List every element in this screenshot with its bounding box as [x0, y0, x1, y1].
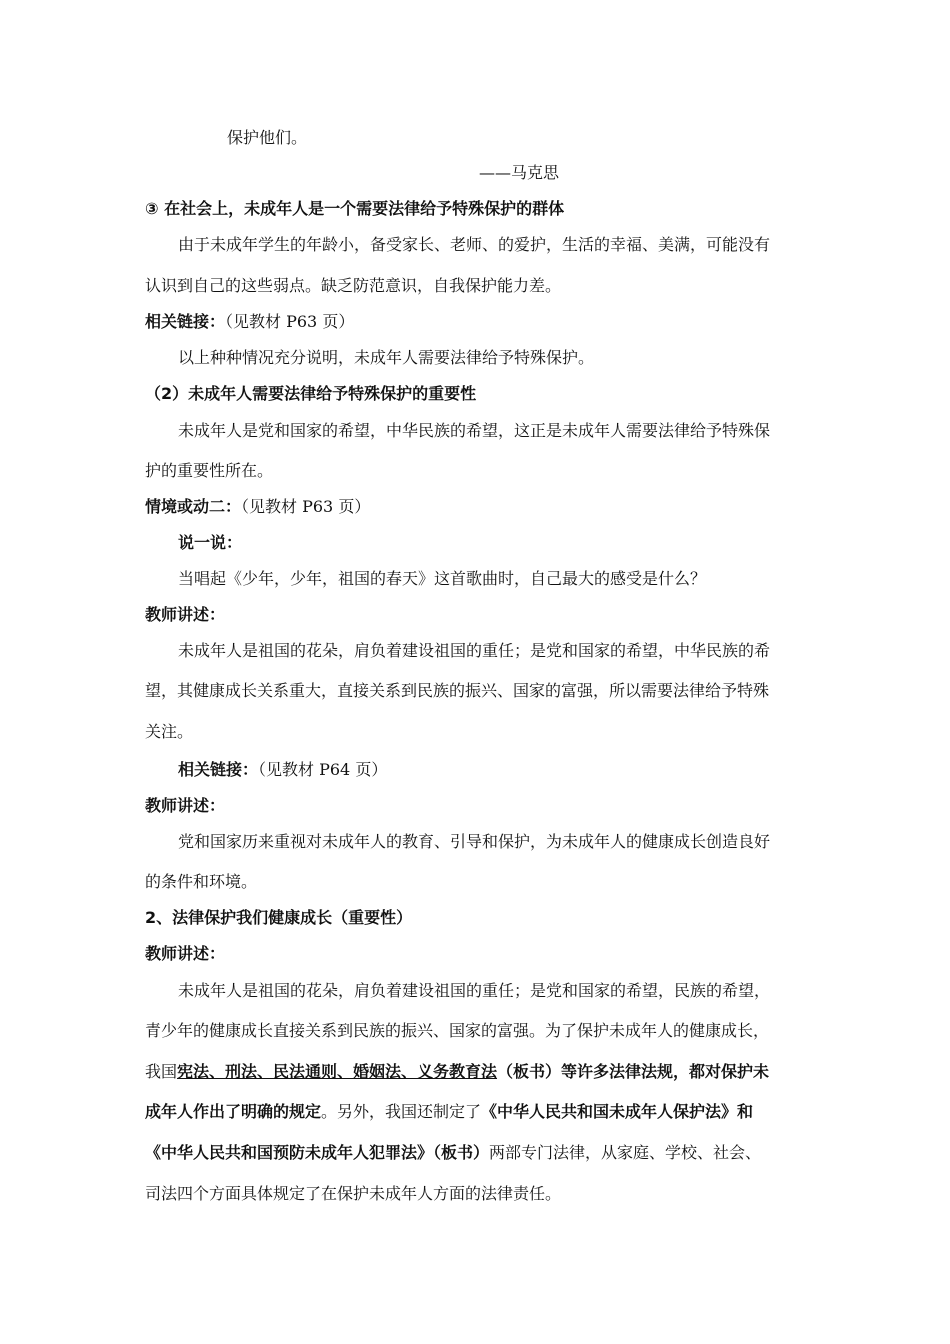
quote-end-line: 保护他们。 [227, 128, 308, 147]
teacher-label: 教师讲述： [145, 796, 226, 815]
related-link-label: 相关链接： [178, 760, 259, 779]
section-heading-2: 2、法律保护我们健康成长（重要性） [145, 908, 413, 927]
text-run: 两部专门法律，从家庭、学校、社会、 [489, 1143, 762, 1162]
paragraph-line: 未成年人是祖国的花朵，肩负着建设祖国的重任；是党和国家的希望，中华民族的希 [178, 641, 771, 660]
laws-list: 宪法、刑法、民法通则、婚姻法、义务教育法 [177, 1062, 498, 1081]
activity-line [145, 497, 370, 517]
paragraph-line: 护的重要性所在。 [145, 461, 274, 480]
related-link-label: 相关链接： [145, 312, 226, 331]
quote-attribution: ——马克思 [479, 163, 560, 182]
paragraph-line: 望，其健康成长关系重大，直接关系到民族的振兴、国家的富强，所以需要法律给予特殊 [145, 681, 770, 700]
section-heading-3: ③ 在社会上，未成年人是一个需要法律给予特殊保护的群体 [145, 199, 565, 218]
paragraph-line: 未成年人是党和国家的希望，中华民族的希望，这正是未成年人需要法律给予特殊保 [178, 421, 771, 440]
activity-label: 情境或动二： [145, 497, 242, 516]
paragraph-line [145, 1143, 761, 1163]
teacher-label: 教师讲述： [145, 605, 226, 624]
related-link-line-1 [145, 312, 354, 332]
related-link-ref: （见教材 P63 页） [225, 312, 355, 331]
paragraph-line: 未成年人是祖国的花朵，肩负着建设祖国的重任；是党和国家的希望，民族的希望， [178, 981, 771, 1000]
related-link-line-2 [178, 760, 387, 780]
text-run: 我国 [145, 1062, 178, 1081]
related-link-ref: （见教材 P64 页） [258, 760, 388, 779]
text-run-bold: 成年人作出了明确的规定 [145, 1102, 322, 1121]
text-run-bold: 《中华人民共和国预防未成年人犯罪法》（板书） [145, 1143, 490, 1162]
paragraph-line: 司法四个方面具体规定了在保护未成年人方面的法律责任。 [145, 1184, 562, 1203]
paragraph-line: 当唱起《少年，少年，祖国的春天》这首歌曲时，自己最大的感受是什么？ [178, 569, 707, 588]
activity-ref: （见教材 P63 页） [241, 497, 371, 516]
subsection-heading-2: （2）未成年人需要法律给予特殊保护的重要性 [145, 384, 477, 403]
paragraph-line-laws [145, 1062, 769, 1082]
text-run-bold: 《中华人民共和国未成年人保护法》和 [481, 1102, 754, 1121]
paragraph-line: 党和国家历来重视对未成年人的教育、引导和保护，为未成年人的健康成长创造良好 [178, 832, 771, 851]
paragraph-line [145, 1102, 753, 1122]
text-run-bold: （板书）等许多法律法规，都对保护未 [497, 1062, 770, 1081]
teacher-label: 教师讲述： [145, 944, 226, 963]
paragraph-line: 青少年的健康成长直接关系到民族的振兴、国家的富强。为了保护未成年人的健康成长， [145, 1021, 770, 1040]
paragraph-line: 由于未成年学生的年龄小，备受家长、老师、的爱护，生活的幸福、美满，可能没有 [178, 235, 771, 254]
paragraph-line: 关注。 [145, 722, 194, 741]
discussion-label: 说一说： [178, 533, 243, 552]
paragraph-line: 的条件和环境。 [145, 872, 258, 891]
paragraph-line: 认识到自己的这些弱点。缺乏防范意识，自我保护能力差。 [145, 276, 562, 295]
paragraph-line: 以上种种情况充分说明，未成年人需要法律给予特殊保护。 [178, 348, 595, 367]
text-run: 。另外，我国还制定了 [321, 1102, 482, 1121]
